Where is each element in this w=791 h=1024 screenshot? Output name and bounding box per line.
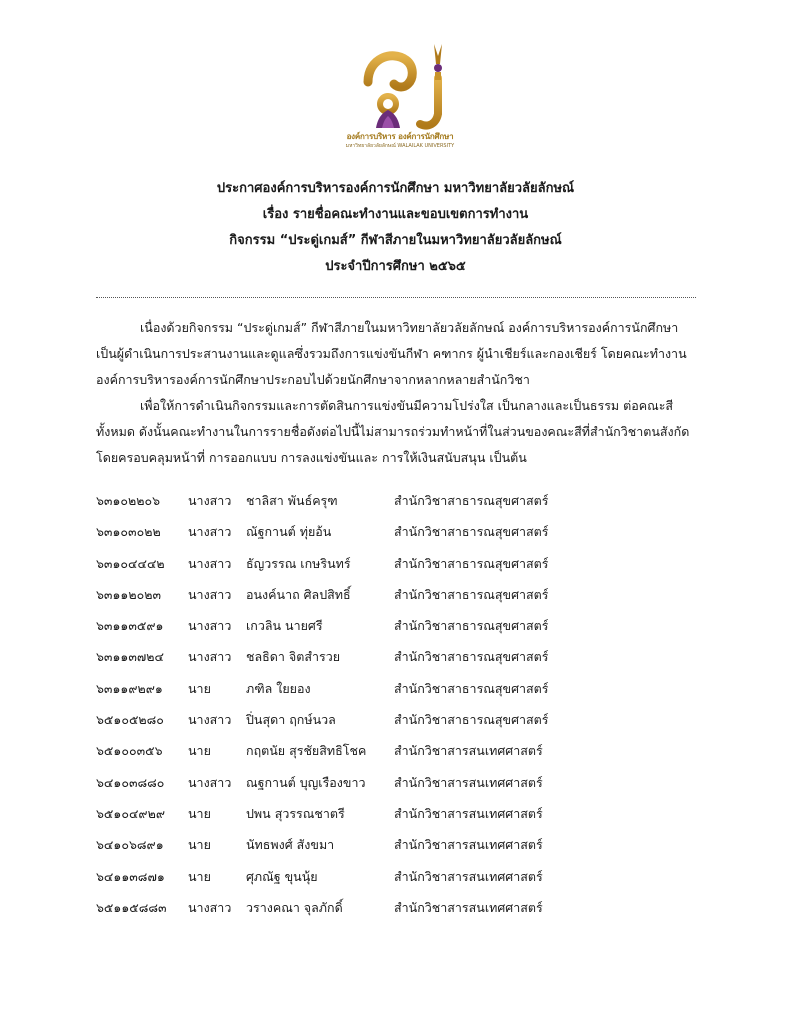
- student-school: สำนักวิชาสารสนเทศศาสตร์: [394, 868, 543, 884]
- student-name: ภฑิล ใยยอง: [246, 680, 311, 696]
- student-id: ๖๔๑๐๖๘๙๑: [96, 837, 164, 853]
- roster-row: [96, 485, 696, 516]
- logo-subcaption: มหาวิทยาลัยวลัยลักษณ์ WALAILAK UNIVERSITY: [345, 143, 455, 149]
- student-title: นางสาว: [188, 899, 232, 915]
- heading-line-2: เรื่อง รายชื่อคณะทำงานและขอบเขตการทำงาน: [262, 207, 529, 222]
- paragraph-1-line-3: องค์การบริหารองค์การนักศึกษาประกอบไปด้วยนักศึกษาจากหลากหลายสำนักวิชา: [96, 372, 530, 387]
- roster-row: [96, 579, 696, 610]
- student-id: ๖๕๑๐๔๙๒๙: [96, 805, 165, 821]
- student-title: นาย: [188, 868, 211, 884]
- student-title: นาย: [188, 680, 211, 696]
- committee-roster: [96, 485, 696, 923]
- student-name: วรางคณา จุลภักดิ์: [246, 899, 343, 915]
- student-id: ๖๓๑๐๔๔๔๒: [96, 555, 165, 571]
- student-school: สำนักวิชาสาธารณสุขศาสตร์: [394, 555, 549, 571]
- student-school: สำนักวิชาสาธารณสุขศาสตร์: [394, 680, 549, 696]
- student-id: ๖๕๑๑๕๘๘๓: [96, 899, 167, 915]
- student-title: นาย: [188, 805, 211, 821]
- student-school: สำนักวิชาสาธารณสุขศาสตร์: [394, 493, 549, 508]
- student-school: สำนักวิชาสาธารณสุขศาสตร์: [394, 649, 549, 665]
- paragraph-1-line-2: เป็นผู้ดำเนินการประสานงานและดูแลซึ่งรวมถึงการแข่งขันกีฬา คฑากร ผู้นำเชียร์และกองเชียร์ โดยคณะทำงาน: [96, 346, 687, 361]
- paragraph-2-line-1: เพื่อให้การดำเนินกิจกรรมและการตัดสินการแข่งขันมีความโปร่งใส เป็นกลางและเป็นธรรม ต่อคณะสี: [140, 398, 674, 413]
- student-id: ๖๓๑๑๒๐๒๓: [96, 586, 162, 602]
- student-title: นางสาว: [188, 649, 232, 665]
- roster-row: [96, 861, 696, 892]
- heading-line-4: ประจำปีการศึกษา ๒๕๖๕: [325, 259, 466, 274]
- student-name: ศุภณัฐ ขุนนุ้ย: [246, 868, 318, 884]
- student-id: ๖๓๑๑๙๒๙๑: [96, 680, 163, 696]
- student-name: ปพน สุวรรณชาตรี: [246, 805, 345, 821]
- student-name: อนงค์นาถ ศิลปสิทธิ์: [246, 586, 351, 602]
- student-id: ๖๕๑๐๐๓๕๖: [96, 743, 163, 759]
- student-title: นางสาว: [188, 493, 232, 508]
- roster-row: [96, 735, 696, 766]
- paragraph-1-line-1: เนื่องด้วยกิจกรรม “ประดู่เกมส์” กีฬาสีภายในมหาวิทยาลัยวลัยลักษณ์ องค์การบริหารองค์การนักศึกษา: [140, 320, 679, 335]
- roster-row: [96, 641, 696, 672]
- student-school: สำนักวิชาสารสนเทศศาสตร์: [394, 805, 543, 821]
- student-name: ณฐกานต์ บุญเรืองขาว: [246, 774, 366, 790]
- student-title: นาย: [188, 837, 211, 853]
- student-title: นางสาว: [188, 712, 232, 728]
- student-school: สำนักวิชาสาธารณสุขศาสตร์: [394, 618, 549, 634]
- dotted-divider: [96, 297, 696, 298]
- student-title: นางสาว: [188, 618, 232, 634]
- roster-row: [96, 610, 696, 641]
- heading-line-3: กิจกรรม “ประดู่เกมส์” กีฬาสีภายในมหาวิทยาลัยวลัยลักษณ์: [229, 233, 562, 248]
- student-id: ๖๔๑๑๓๘๗๑: [96, 868, 165, 884]
- student-name: ณัฐกานต์ ทุ่ยอ้น: [246, 524, 332, 540]
- roster-row: [96, 892, 696, 923]
- student-title: นางสาว: [188, 524, 232, 540]
- roster-row: [96, 548, 696, 579]
- logo-caption: องค์การบริหาร องค์การนักศึกษา: [346, 132, 454, 141]
- student-title: นางสาว: [188, 774, 232, 790]
- logo-emblem-icon: [348, 38, 452, 134]
- student-school: สำนักวิชาสารสนเทศศาสตร์: [394, 743, 543, 759]
- student-school: สำนักวิชาสารสนเทศศาสตร์: [394, 774, 543, 790]
- roster-row: [96, 516, 696, 547]
- paragraph-2-line-3: โดยครอบคลุมหน้าที่ การออกแบบ การลงแข่งขันและ การให้เงินสนับสนุน เป็นต้น: [96, 450, 527, 465]
- student-name: กฤตนัย สุรชัยสิทธิโชค: [246, 743, 367, 759]
- student-id: ๖๓๑๑๓๗๒๔: [96, 649, 164, 665]
- student-title: นาย: [188, 743, 211, 759]
- heading-line-1: ประกาศองค์การบริหารองค์การนักศึกษา มหาวิทยาลัยวลัยลักษณ์: [216, 181, 575, 196]
- student-id: ๖๕๑๐๕๒๘๐: [96, 712, 164, 728]
- student-school: สำนักวิชาสาธารณสุขศาสตร์: [394, 586, 549, 602]
- announcement-heading: [0, 176, 791, 280]
- student-name: นัทธพงศ์ สังขมา: [246, 837, 335, 853]
- student-school: สำนักวิชาสาธารณสุขศาสตร์: [394, 712, 549, 728]
- student-school: สำนักวิชาสารสนเทศศาสตร์: [394, 837, 543, 853]
- student-id: ๖๔๑๐๓๘๘๐: [96, 774, 165, 790]
- student-name: ชลธิดา จิตสำรวย: [246, 649, 341, 665]
- student-id: ๖๓๑๐๒๒๐๖: [96, 493, 161, 508]
- roster-row: [96, 673, 696, 704]
- student-school: สำนักวิชาสาธารณสุขศาสตร์: [394, 524, 549, 540]
- student-title: นางสาว: [188, 555, 232, 571]
- roster-row: [96, 829, 696, 860]
- student-id: ๖๓๑๐๓๐๒๒: [96, 524, 161, 540]
- student-name: ชาลิสา พันธ์ครุฑ: [246, 493, 338, 508]
- student-name: เกวลิน นายศรี: [246, 618, 323, 634]
- paragraph-2-line-2: ทั้งหมด ดังนั้นคณะทำงานในการรายชื่อดังต่อไปนี้ไม่สามารถร่วมทำหน้าที่ในส่วนของคณะสีที่สำนักวิชาตนสังกัด: [96, 424, 690, 439]
- student-title: นางสาว: [188, 586, 232, 602]
- student-id: ๖๓๑๑๓๕๙๑: [96, 618, 164, 634]
- roster-row: [96, 704, 696, 735]
- roster-row: [96, 798, 696, 829]
- student-name: ปิ่นสุดา ฤกษ์นวล: [246, 712, 336, 728]
- roster-row: [96, 767, 696, 798]
- student-school: สำนักวิชาสารสนเทศศาสตร์: [394, 899, 543, 915]
- student-name: ธัญวรรณ เกษรินทร์: [246, 555, 351, 571]
- announcement-body: [96, 315, 700, 471]
